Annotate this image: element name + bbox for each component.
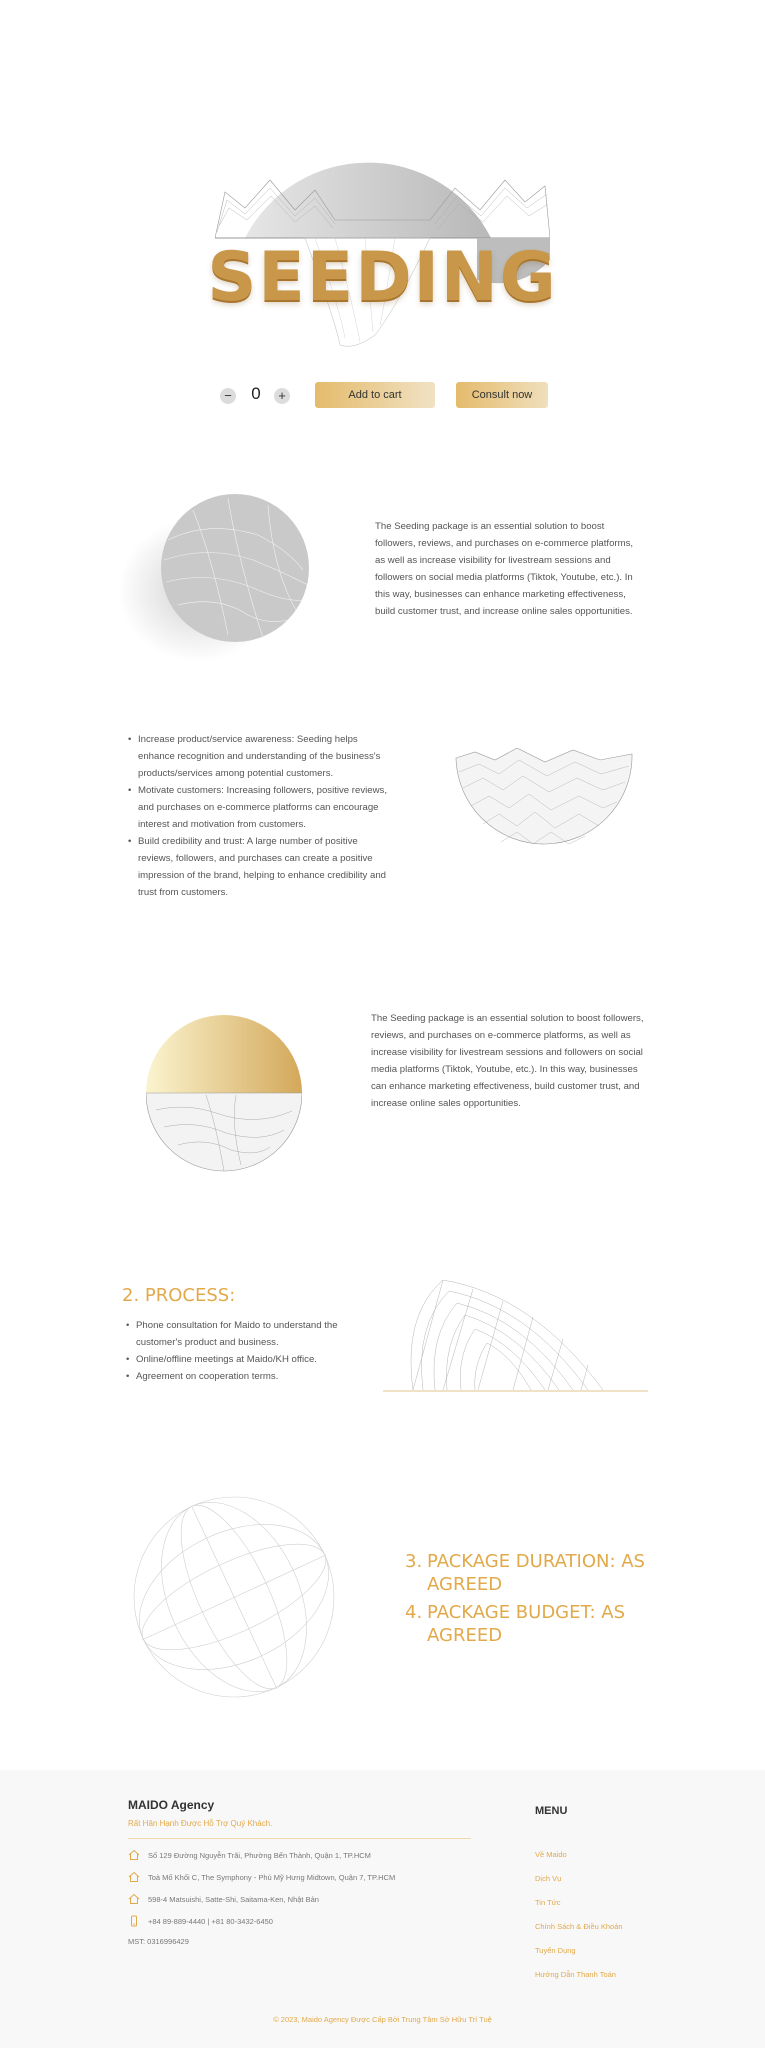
- package-duration: 3. PACKAGE DURATION: AS AGREED: [405, 1551, 645, 1595]
- list-item: • Motivate customers: Increasing followers, positive reviews, and purchases on e-commerce platforms can encourage interest and motivation from customers.: [128, 782, 390, 833]
- add-to-cart-button[interactable]: Add to cart: [315, 382, 435, 408]
- quantity-value[interactable]: 0: [251, 384, 261, 403]
- footer-menu-news[interactable]: Tin Tức: [535, 1898, 561, 1907]
- quantity-increase-button[interactable]: +: [274, 388, 290, 404]
- intro-paragraph-2: The Seeding package is an essential solution to boost followers, reviews, and purchases on e-commerce platforms, as well as increase visibility for livestream sessions and followers on social media platforms (Tiktok, Youtube, etc.). In this way, businesses can enhance marketing effectiveness, build customer trust, and increase online sales opportunities.: [371, 1013, 644, 1109]
- home-icon: [128, 1893, 140, 1905]
- consult-now-button[interactable]: Consult now: [456, 382, 548, 408]
- footer-slogan: Rất Hân Hạnh Được Hỗ Trợ Quý Khách.: [128, 1819, 273, 1828]
- footer-menu-careers[interactable]: Tuyển Dụng: [535, 1946, 576, 1955]
- phone-icon: [128, 1915, 140, 1927]
- package-budget: 4. PACKAGE BUDGET: AS AGREED: [405, 1602, 626, 1646]
- footer-menu-about[interactable]: Về Maido: [535, 1850, 567, 1859]
- footer-divider: [128, 1838, 471, 1839]
- home-icon: [128, 1849, 140, 1861]
- package-terms: [405, 1550, 645, 1652]
- footer-brand: MAIDO Agency: [128, 1798, 215, 1812]
- quantity-decrease-button[interactable]: −: [220, 388, 236, 404]
- footer-address: Toà Mố Khối C, The Symphony - Phú Mỹ Hưng Midtown, Quận 7, TP.HCM: [128, 1871, 488, 1883]
- list-item: • Increase product/service awareness: Seeding helps enhance recognition and understanding of the business's products/services among potential customers.: [128, 731, 390, 782]
- footer-tax-id: MST: 0316996429: [128, 1937, 189, 1946]
- list-item: • Phone consultation for Maido to understand the customer's product and business.: [126, 1317, 366, 1351]
- footer: [0, 1770, 765, 2048]
- footer-copyright: © 2023, Maido Agency Được Cấp Bởi Trung Tâm Sở Hữu Trí Tuệ: [273, 2015, 492, 2024]
- mountain-bowl-illustration: [455, 748, 633, 873]
- page-title: SEEDING: [207, 238, 558, 317]
- benefits-list: [128, 731, 390, 901]
- footer-menu-services[interactable]: Dịch Vụ: [535, 1874, 562, 1883]
- footer-menu-title: MENU: [535, 1805, 568, 1817]
- wireframe-globe-illustration: [132, 1495, 337, 1700]
- process-list: [126, 1317, 366, 1385]
- list-item: • Online/offline meetings at Maido/KH office.: [126, 1351, 366, 1368]
- footer-menu-policy[interactable]: Chính Sách & Điều Khoản: [535, 1922, 623, 1931]
- footer-address: Số 129 Đường Nguyễn Trãi, Phường Bến Thành, Quận 1, TP.HCM: [128, 1849, 488, 1861]
- footer-phone: +84 89-889-4440 | +81 80-3432-6450: [128, 1915, 488, 1927]
- list-item: • Agreement on cooperation terms.: [126, 1368, 366, 1385]
- wireframe-wave-illustration: [383, 1275, 648, 1395]
- footer-menu-payment-guide[interactable]: Hướng Dẫn Thanh Toán: [535, 1970, 616, 1979]
- process-heading: 2. PROCESS:: [122, 1285, 236, 1306]
- footer-address: 598-4 Matsuishi, Satte-Shi, Saitama-Ken, Nhật Bản: [128, 1893, 488, 1905]
- gold-half-circle-illustration: [146, 1015, 302, 1173]
- list-item: • Build credibility and trust: A large number of positive reviews, followers, and purchases can create a positive impression of the brand, helping to enhance credibility and trust from customers.: [128, 833, 390, 901]
- intro-paragraph: The Seeding package is an essential solution to boost followers, reviews, and purchases on e-commerce platforms, as well as increase visibility for livestream sessions and followers on social media platforms (Tiktok, Youtube, etc.). In this way, businesses can enhance marketing effectiveness, build customer trust, and increase online sales opportunities.: [375, 521, 634, 617]
- home-icon: [128, 1871, 140, 1883]
- mesh-circle-illustration: [118, 490, 318, 665]
